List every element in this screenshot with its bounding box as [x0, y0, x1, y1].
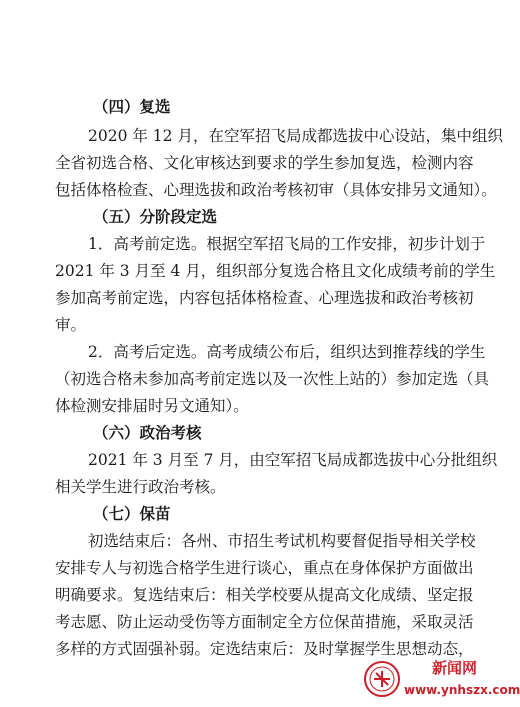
paragraph-line: 明确要求。复选结束后：相关学校要从提高文化成绩、坚定报: [55, 586, 474, 604]
paragraph-line: （初选合格未参加高考前定选以及一次性上站的）参加定选（具: [55, 370, 490, 388]
paragraph-line: 安排专人与初选合格学生进行谈心，重点在身体保护方面做出: [55, 559, 474, 577]
watermark-url: www.ynhszx.com: [404, 683, 520, 697]
section-heading: （七）保苗: [93, 504, 171, 523]
paragraph-line: 相关学生进行政治考核。: [55, 478, 226, 496]
paragraph-line: 初选结束后：各州、市招生考试机构要督促指导相关学校: [88, 532, 476, 550]
paragraph-line: 体检测安排届时另文通知）。: [55, 397, 249, 415]
paragraph-line: 全省初选合格、文化审核达到要求的学生参加复选，检测内容: [55, 154, 474, 172]
watermark-site-name: 新闻网: [432, 659, 478, 677]
paragraph-line: 包括体格检查、心理选拔和政治考核初审（具体安排另文通知）。: [55, 181, 497, 199]
section-heading: （六）政治考核: [93, 423, 202, 442]
section-heading: （四）复选: [93, 97, 171, 116]
paragraph-line: 审。: [55, 316, 87, 334]
paragraph-line: 考志愿、防止运动受伤等方面制定全方位保苗措施，采取灵活: [55, 613, 474, 631]
site-watermark: [356, 653, 520, 705]
paragraph-line: 2021 年 3 月至 4 月，组织部分复选合格且文化成绩考前的学生: [55, 262, 496, 280]
paragraph-line: 参加高考前定选，内容包括体格检查、心理选拔和政治考核初: [55, 289, 474, 307]
paragraph-line: 1．高考前定选。根据空军招飞局的工作安排，初步计划于: [88, 235, 486, 253]
paragraph-line: 2020 年 12 月，在空军招飞局成都选拔中心设站，集中组织: [88, 127, 503, 145]
seal-logo-icon: [362, 659, 402, 699]
paragraph-line: 多样的方式固强补弱。定选结束后：及时掌握学生思想动态，: [55, 640, 474, 658]
section-heading: （五）分阶段定选: [93, 207, 218, 226]
paragraph-line: 2021 年 3 月至 7 月，由空军招飞局成都选拔中心分批组织: [88, 451, 498, 469]
paragraph-line: 2．高考后定选。高考成绩公布后，组织达到推荐线的学生: [88, 343, 486, 361]
